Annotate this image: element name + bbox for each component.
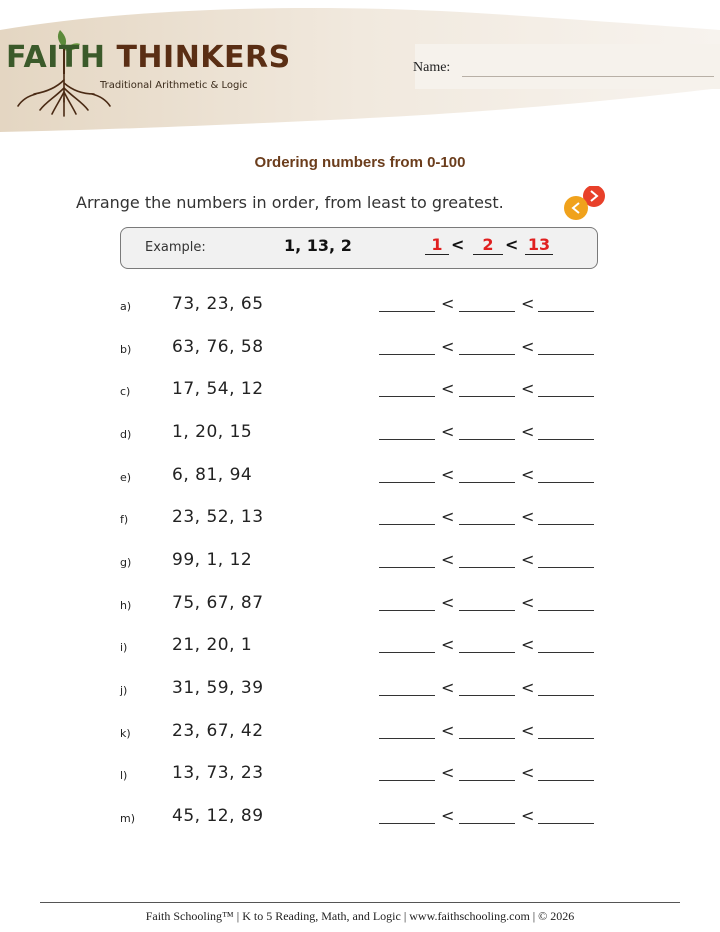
footer-divider xyxy=(40,902,680,903)
less-than-sign: < xyxy=(521,422,535,441)
problem-letter: e) xyxy=(120,471,132,484)
example-answer-2: 2 xyxy=(473,235,503,255)
problem-row xyxy=(0,290,720,320)
answer-blank-3[interactable] xyxy=(538,354,594,355)
problem-row xyxy=(0,375,720,405)
logo-word-thinkers: THINKERS xyxy=(116,40,291,75)
problem-row xyxy=(0,333,720,363)
answer-blank-1[interactable] xyxy=(379,780,435,781)
example-less-than-1: < xyxy=(451,235,465,254)
less-than-sign: < xyxy=(441,806,455,825)
answer-blank-3[interactable] xyxy=(538,524,594,525)
arrows-icon xyxy=(560,186,610,222)
problem-numbers: 6, 81, 94 xyxy=(172,465,253,485)
name-field-background xyxy=(415,44,720,89)
answer-blank-2[interactable] xyxy=(459,439,515,440)
less-than-sign: < xyxy=(441,379,455,398)
less-than-sign: < xyxy=(521,721,535,740)
answer-blank-2[interactable] xyxy=(459,780,515,781)
less-than-sign: < xyxy=(521,507,535,526)
problem-letter: i) xyxy=(120,641,128,654)
less-than-sign: < xyxy=(521,337,535,356)
problem-letter: a) xyxy=(120,300,132,313)
answer-blank-3[interactable] xyxy=(538,311,594,312)
less-than-sign: < xyxy=(521,678,535,697)
problem-row xyxy=(0,631,720,661)
name-input-line[interactable] xyxy=(462,76,714,77)
problem-numbers: 45, 12, 89 xyxy=(172,806,264,826)
problem-row xyxy=(0,589,720,619)
less-than-sign: < xyxy=(441,465,455,484)
problem-letter: b) xyxy=(120,343,132,356)
answer-blank-2[interactable] xyxy=(459,695,515,696)
less-than-sign: < xyxy=(521,550,535,569)
answer-blank-1[interactable] xyxy=(379,482,435,483)
problem-numbers: 73, 23, 65 xyxy=(172,294,264,314)
less-than-sign: < xyxy=(441,678,455,697)
less-than-sign: < xyxy=(441,593,455,612)
answer-blank-2[interactable] xyxy=(459,652,515,653)
problem-letter: m) xyxy=(120,812,136,825)
answer-blank-1[interactable] xyxy=(379,610,435,611)
problem-numbers: 17, 54, 12 xyxy=(172,379,264,399)
example-answer-3: 13 xyxy=(525,235,553,255)
problem-row xyxy=(0,546,720,576)
answer-blank-3[interactable] xyxy=(538,738,594,739)
answer-blank-2[interactable] xyxy=(459,482,515,483)
less-than-sign: < xyxy=(441,337,455,356)
problem-letter: c) xyxy=(120,385,131,398)
logo-tagline: Traditional Arithmetic & Logic xyxy=(100,80,248,91)
problem-letter: f) xyxy=(120,513,129,526)
problem-numbers: 23, 52, 13 xyxy=(172,507,264,527)
answer-blank-3[interactable] xyxy=(538,695,594,696)
answer-blank-1[interactable] xyxy=(379,396,435,397)
answer-blank-3[interactable] xyxy=(538,439,594,440)
less-than-sign: < xyxy=(521,465,535,484)
problem-numbers: 13, 73, 23 xyxy=(172,763,264,783)
answer-blank-3[interactable] xyxy=(538,780,594,781)
problem-numbers: 23, 67, 42 xyxy=(172,721,264,741)
problem-numbers: 99, 1, 12 xyxy=(172,550,253,570)
answer-blank-1[interactable] xyxy=(379,524,435,525)
answer-blank-1[interactable] xyxy=(379,311,435,312)
less-than-sign: < xyxy=(441,721,455,740)
answer-blank-3[interactable] xyxy=(538,482,594,483)
answer-blank-2[interactable] xyxy=(459,610,515,611)
problem-row xyxy=(0,759,720,789)
answer-blank-2[interactable] xyxy=(459,524,515,525)
example-less-than-2: < xyxy=(505,235,519,254)
answer-blank-2[interactable] xyxy=(459,311,515,312)
answer-blank-3[interactable] xyxy=(538,396,594,397)
logo-wordmark xyxy=(6,40,291,75)
page-title: Ordering numbers from 0-100 xyxy=(254,154,466,171)
example-numbers: 1, 13, 2 xyxy=(284,236,352,255)
problem-letter: g) xyxy=(120,556,132,569)
problem-row xyxy=(0,418,720,448)
answer-blank-2[interactable] xyxy=(459,738,515,739)
less-than-sign: < xyxy=(441,550,455,569)
less-than-sign: < xyxy=(521,379,535,398)
less-than-sign: < xyxy=(521,763,535,782)
answer-blank-2[interactable] xyxy=(459,354,515,355)
answer-blank-1[interactable] xyxy=(379,738,435,739)
answer-blank-1[interactable] xyxy=(379,567,435,568)
answer-blank-3[interactable] xyxy=(538,610,594,611)
answer-blank-1[interactable] xyxy=(379,439,435,440)
answer-blank-3[interactable] xyxy=(538,823,594,824)
answer-blank-2[interactable] xyxy=(459,823,515,824)
answer-blank-1[interactable] xyxy=(379,652,435,653)
problem-letter: h) xyxy=(120,599,132,612)
less-than-sign: < xyxy=(441,422,455,441)
problem-row xyxy=(0,802,720,832)
example-label: Example: xyxy=(145,240,206,255)
answer-blank-1[interactable] xyxy=(379,823,435,824)
footer-text: Faith Schooling™ | K to 5 Reading, Math, and Logic | www.faithschooling.com | © 2026 xyxy=(145,909,575,923)
answer-blank-3[interactable] xyxy=(538,652,594,653)
example-box xyxy=(120,227,598,269)
problem-row xyxy=(0,461,720,491)
answer-blank-1[interactable] xyxy=(379,695,435,696)
instructions: Arrange the numbers in order, from least to greatest. xyxy=(76,193,504,212)
less-than-sign: < xyxy=(521,593,535,612)
less-than-sign: < xyxy=(441,763,455,782)
problem-numbers: 21, 20, 1 xyxy=(172,635,253,655)
problem-letter: d) xyxy=(120,428,132,441)
problem-row xyxy=(0,503,720,533)
less-than-sign: < xyxy=(521,635,535,654)
answer-blank-3[interactable] xyxy=(538,567,594,568)
problem-letter: j) xyxy=(120,684,128,697)
logo-word-faith: FAITH xyxy=(6,40,106,75)
problem-numbers: 31, 59, 39 xyxy=(172,678,264,698)
problem-numbers: 75, 67, 87 xyxy=(172,593,264,613)
less-than-sign: < xyxy=(441,294,455,313)
problem-letter: l) xyxy=(120,769,128,782)
problem-row xyxy=(0,717,720,747)
answer-blank-1[interactable] xyxy=(379,354,435,355)
answer-blank-2[interactable] xyxy=(459,567,515,568)
example-answer-1: 1 xyxy=(425,235,449,255)
problem-numbers: 1, 20, 15 xyxy=(172,422,253,442)
answer-blank-2[interactable] xyxy=(459,396,515,397)
problem-row xyxy=(0,674,720,704)
less-than-sign: < xyxy=(521,806,535,825)
less-than-sign: < xyxy=(441,507,455,526)
name-label: Name: xyxy=(413,60,451,75)
less-than-sign: < xyxy=(521,294,535,313)
less-than-sign: < xyxy=(441,635,455,654)
problem-numbers: 63, 76, 58 xyxy=(172,337,264,357)
problem-letter: k) xyxy=(120,727,131,740)
